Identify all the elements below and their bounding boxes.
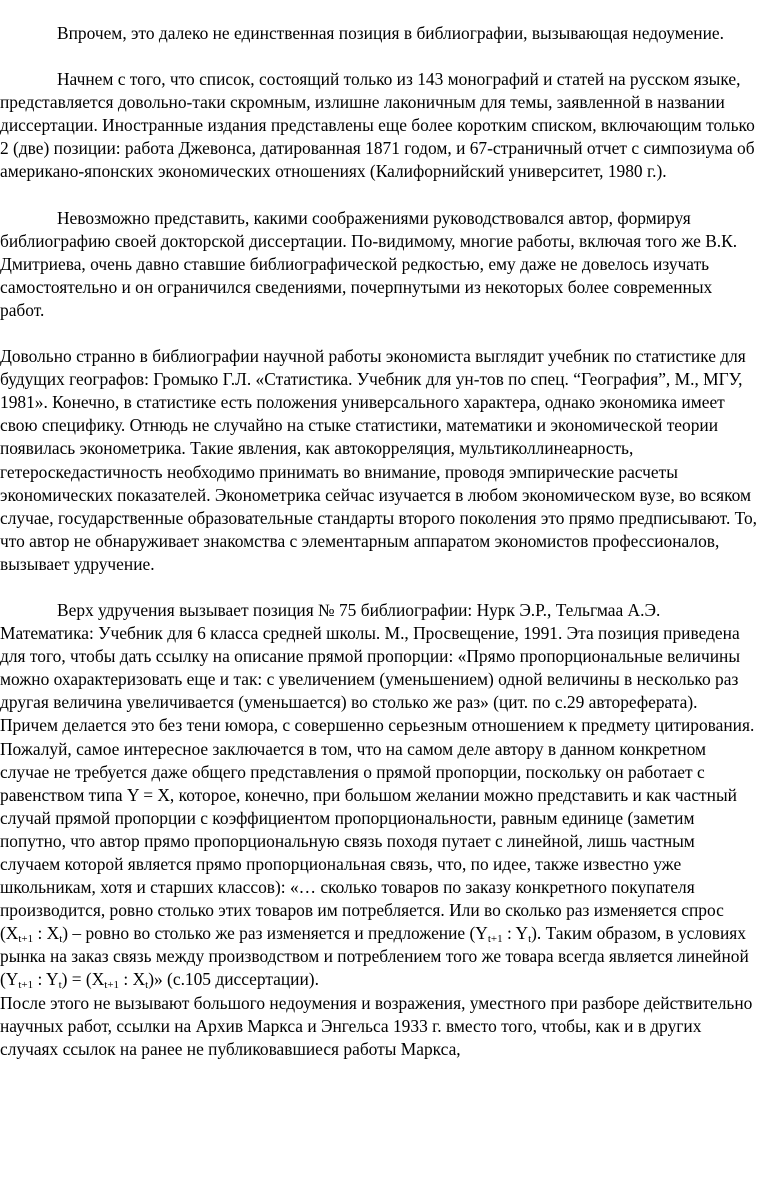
subscript: t+1 [18,979,34,992]
subscript: t+1 [18,933,34,946]
var-x: X [132,969,146,990]
formula-text: ). Таким образом, в условиях рынка на заказ связь между производством и потреблением того же товара всегда является линейной (Y [0,923,749,990]
paragraph-gap [0,184,757,207]
var-y: Y [46,969,59,990]
subscript: t [528,933,532,946]
paragraph-2: Начнем с того, что список, состоящий только из 143 монографий и статей на русском языке, представляется довольно-таки скромным, излишне лаконичным для темы, заявленной в названии диссертации. Иностранные издания представлены еще более коротким списком, включающим только 2 (две) позиции: работа Джевонса, датированная 1871 годом, и 67-страничный отчет с симпозиума об американо-японских экономических отношениях (Калифорнийский университет, 1980 г.). [0,69,755,182]
subscript: t [145,979,149,992]
var-y: Y [515,923,529,944]
colon: : [33,969,47,990]
subscript: t+1 [104,979,120,992]
subscript: t+1 [487,933,503,946]
paragraph-4: Довольно странно в библиографии научной работы экономиста выглядит учебник по статистике для будущих географов: Громыко Г.Л. «Статистика. Учебник для ун-тов по спец. “География”, М., МГУ, 1981». Конечно, в статистике есть положения универсального характера, однако экономика имеет свою специфику. Отнюдь не случайно на стыке статистики, математики и экономической теории появилась эконометрика. Такие явления, как автокорреляция, мультиколлинеарность, гетероскедастичность необходимо принимать во внимание, проводя эмпирические расчеты экономических показателей. Эконометрика сейчас изучается в любом экономическом вузе, во всяком случае, государственные образовательные стандарты второго поколения это прямо предписывают. То, что автор не обнаруживает знакомства с элементарным аппаратом экономистов профессионалов, вызывает удручение. [0,346,757,574]
paragraph-1: Впрочем, это далеко не единственная позиция в библиографии, вызывающая недоумение. [57,23,724,43]
paragraph-6: После этого не вызывают большого недоумения и возражения, уместного при разборе действительно научных работ, ссылки на Архив Маркса и Энгельса 1933 г. вместо того, чтобы, как и в других случаях ссылок на ранее не публиковавшиеся работы Маркса, [0,992,753,1059]
formula-text: ) – ровно во столько же раз изменяется и предложение (Y [62,923,488,944]
paragraph-3: Невозможно представить, какими соображениями руководствовался автор, формируя библиографию своей докторской диссертации. По-видимому, многие работы, включая того же В.К. Дмитриева, очень давно ставшие библиографической редкостью, ему даже не довелось изучать самостоятельно и он ограничился сведениями, почерпнутыми из некоторых более современных работ. [0,207,738,320]
paragraph-gap [0,45,757,68]
subscript: t [59,933,63,946]
var-x: X [46,923,60,944]
paragraph-5 [0,599,757,992]
formula-text: )» (с.105 диссертации). [148,969,319,990]
colon: : [502,923,516,944]
paragraph-5-text: Верх удручения вызывает позиция № 75 библиографии: Нурк Э.Р., Тельгмаа А.Э. Математика: Учебник для 6 класса средней школы. М., Просвещение, 1991. Эта позиция приведена для того, чтобы дать ссылку на описание прямой пропорции: «Прямо пропорциональные величины можно охарактеризовать еще и так: с увеличением (уменьшением) одной величины в несколько раз другая величина увеличивается (уменьшается) во столько же раз» (цит. по с.29 автореферата). Причем делается это без тени юмора, с совершенно серьезным отношением к предмету цитирования. Пожалуй, самое интересное заключается в том, что на самом деле автору в данном конкретном случае не требуется даже общего представления о прямой пропорции, поскольку он работает с равенством типа Y = X, которое, конечно, при большом желании можно представить и как частный случай прямой пропорции с коэффициентом пропорциональности, равным единице (заметим попутно, что автор прямо пропорциональную связь походя путает с линейной, лишь частным случаем которой является прямо пропорциональная связь, что, по идее, также известно уже школьникам, хотя и старших классов): «… сколько товаров по заказу конкретного покупателя производится, ровно столько этих товаров им потребляется. Или во сколько раз изменяется спрос (X [0,599,755,944]
colon: : [119,969,133,990]
colon: : [33,923,47,944]
subscript: t [58,979,62,992]
formula-text: ) = (X [61,969,105,990]
paragraph-gap [0,322,757,345]
paragraph-gap [0,576,757,599]
